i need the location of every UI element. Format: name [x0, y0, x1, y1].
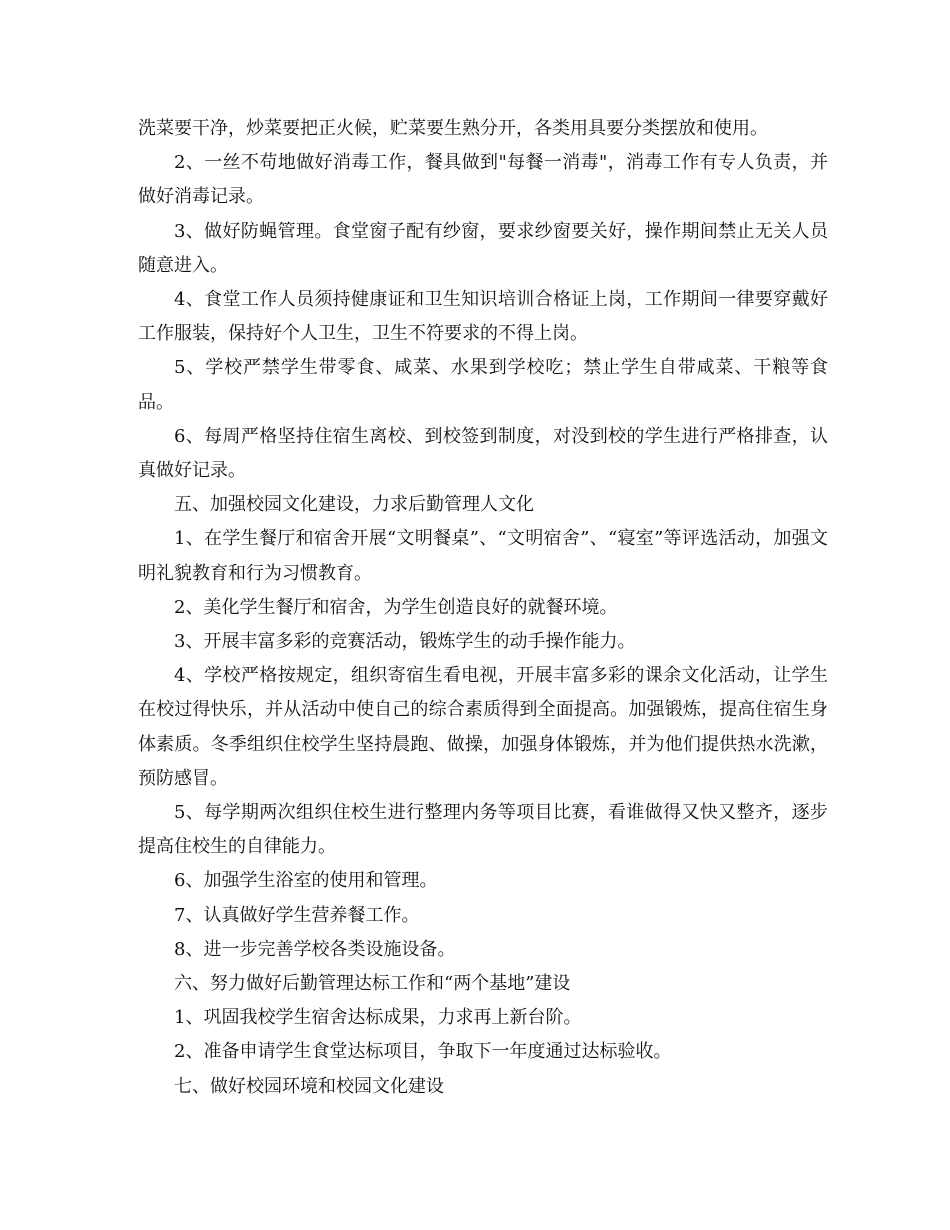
- document-paragraph: 4、食堂工作人员须持健康证和卫生知识培训合格证上岗，工作期间一律要穿戴好工作服装，保持好个人卫生，卫生不符要求的不得上岗。: [138, 289, 828, 345]
- document-paragraph: 五、加强校园文化建设，力求后勤管理人文化: [174, 494, 534, 516]
- document-paragraph: 六、努力做好后勤管理达标工作和“两个基地”建设: [174, 973, 571, 995]
- document-paragraph: 5、每学期两次组织住校生进行整理内务等项目比赛，看谁做得又快又整齐，逐步提高住校生的自律能力。: [138, 802, 828, 858]
- document-body: [138, 112, 828, 1104]
- document-paragraph: 7、认真做好学生营养餐工作。: [174, 904, 420, 926]
- document-paragraph: 6、每周严格坚持住宿生离校、到校签到制度，对没到校的学生进行严格排查，认真做好记录。: [138, 425, 828, 482]
- document-paragraph: 6、加强学生浴室的使用和管理。: [174, 870, 438, 892]
- document-paragraph: 3、做好防蝇管理。食堂窗子配有纱窗，要求纱窗要关好，操作期间禁止无关人员随意进入。: [138, 220, 828, 276]
- document-paragraph: 2、准备申请学生食堂达标项目，争取下一年度通过达标验收。: [174, 1041, 672, 1063]
- document-paragraph: 5、学校严禁学生带零食、咸菜、水果到学校吃；禁止学生自带咸菜、干粮等食品。: [138, 357, 828, 413]
- document-paragraph: 七、做好校园环境和校园文化建设: [174, 1075, 444, 1097]
- document-paragraph: 8、进一步完善学校各类设施设备。: [174, 938, 456, 960]
- document-paragraph: 洗菜要干净，炒菜要把正火候，贮菜要生熟分开，各类用具要分类摆放和使用。: [138, 118, 768, 139]
- document-paragraph: 2、一丝不苟地做好消毒工作，餐具做到"每餐一消毒"，消毒工作有专人负责，并做好消毒记录。: [138, 152, 828, 208]
- document-paragraph: 1、在学生餐厅和宿舍开展“文明餐桌”、“文明宿舍”、“寝室”等评选活动，加强文明礼貌教育和行为习惯教育。: [138, 528, 828, 584]
- document-paragraph: 1、巩固我校学生宿舍达标成果，力求再上新台阶。: [174, 1007, 582, 1029]
- document-paragraph: 2、美化学生餐厅和宿舍，为学生创造良好的就餐环境。: [174, 596, 618, 618]
- document-paragraph: 4、学校严格按规定，组织寄宿生看电视，开展丰富多彩的课余文化活动，让学生在校过得快乐，并从活动中使自己的综合素质得到全面提高。加强锻炼，提高住宿生身体素质。冬季组织住校学生坚持晨跑、做操，加强身体锻炼，并为他们提供热水洗漱，预防感冒。: [138, 665, 828, 789]
- document-paragraph: 3、开展丰富多彩的竞赛活动，锻炼学生的动手操作能力。: [174, 631, 636, 653]
